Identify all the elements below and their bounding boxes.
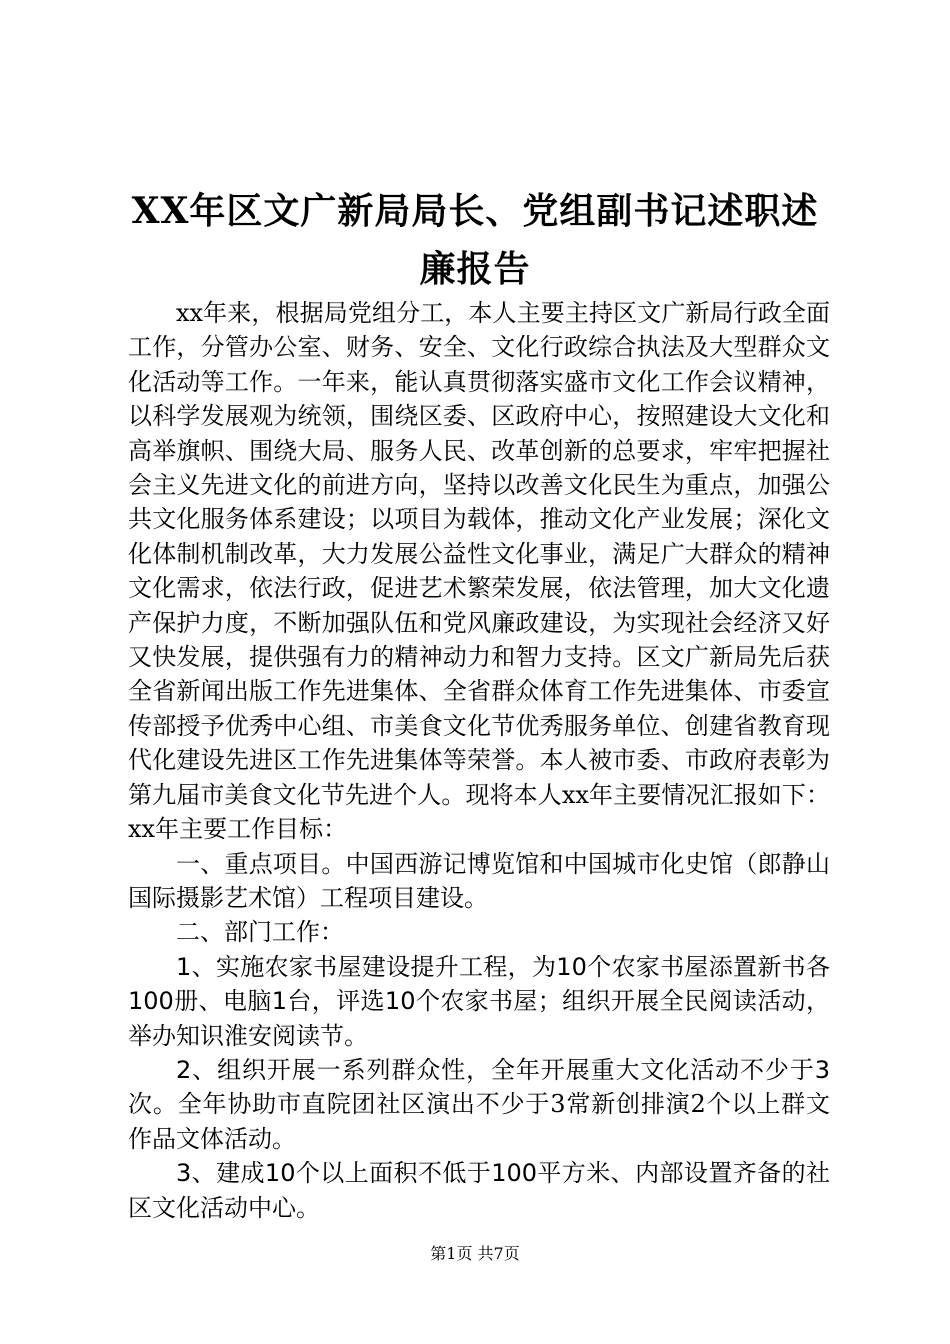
item-2-text: 全年协助市直院团社区演出不少于3常新创排演2个以上群文作品文体活动。 <box>128 1090 831 1153</box>
key-projects-text: 中国西游记博览馆和中国城市化史馆（郎静山国际摄影艺术馆）工程项目建设。 <box>128 849 831 912</box>
paragraph-item-3: 3、建成10个以上面积不低于100平方米、内部设置齐备的社区文化活动中心。 <box>128 1159 830 1222</box>
paragraph-intro: xx年来，根据局党组分工，本人主要主持区文广新局行政全面工作，分管办公室、财务、安全、文化行政综合执法及大型群众文化活动等工作。一年来，能认真贯彻落实盛市文化工作会议精神，以科学发展观为统领，围绕区委、区政府中心，按照建设大文化和高举旗帜、围绕大局、服务人民、改革创新的总要求，牢牢把握社会主义先进文化的前进方向，坚持以改善文化民生为重点，加强公共文化服务体系建设；以项目为载体，推动文化产业发展；深化文化体制机制改革，大力发展公益性文化事业，满足广大群众的精神文化需求，依法行政，促进艺术繁荣发展，依法管理，加大文化遗产保护力度，不断加强队伍和党风廉政建设，为实现社会经济又好又快发展，提供强有力的精神动力和智力支持。区文广新局先后获全省新闻出版工作先进集体、全省群众体育工作先进集体、市委宣传部授予优秀中心组、市美食文化节优秀服务单位、创建省教育现代化建设先进区工作先进集体等荣誉。本人被市委、市政府表彰为第九届市美食文化节先进个人。现将本人xx年主要情况汇报如下：xx年主要工作目标： <box>128 299 830 844</box>
document-body <box>128 296 830 1225</box>
paragraph-item-2 <box>128 1053 830 1156</box>
key-projects-heading: 一、重点项目。 <box>176 849 346 878</box>
paragraph-item-1: 1、实施农家书屋建设提升工程，为10个农家书屋添置新书各100册、电脑1台，评选10个农家书屋；组织开展全民阅读活动，举办知识淮安阅读节。 <box>128 952 830 1050</box>
page-number-footer: 第1页 共7页 <box>430 1244 520 1263</box>
item-2-lead: 2、组织开展一系列群众性，全年开展重大文化活动不少于3次。 <box>128 1055 830 1119</box>
paragraph-key-projects <box>128 847 830 916</box>
document-title: XX年区文广新局局长、党组副书记述职述廉报告 <box>131 190 819 290</box>
paragraph-department-work: 二、部门工作： <box>176 918 344 947</box>
